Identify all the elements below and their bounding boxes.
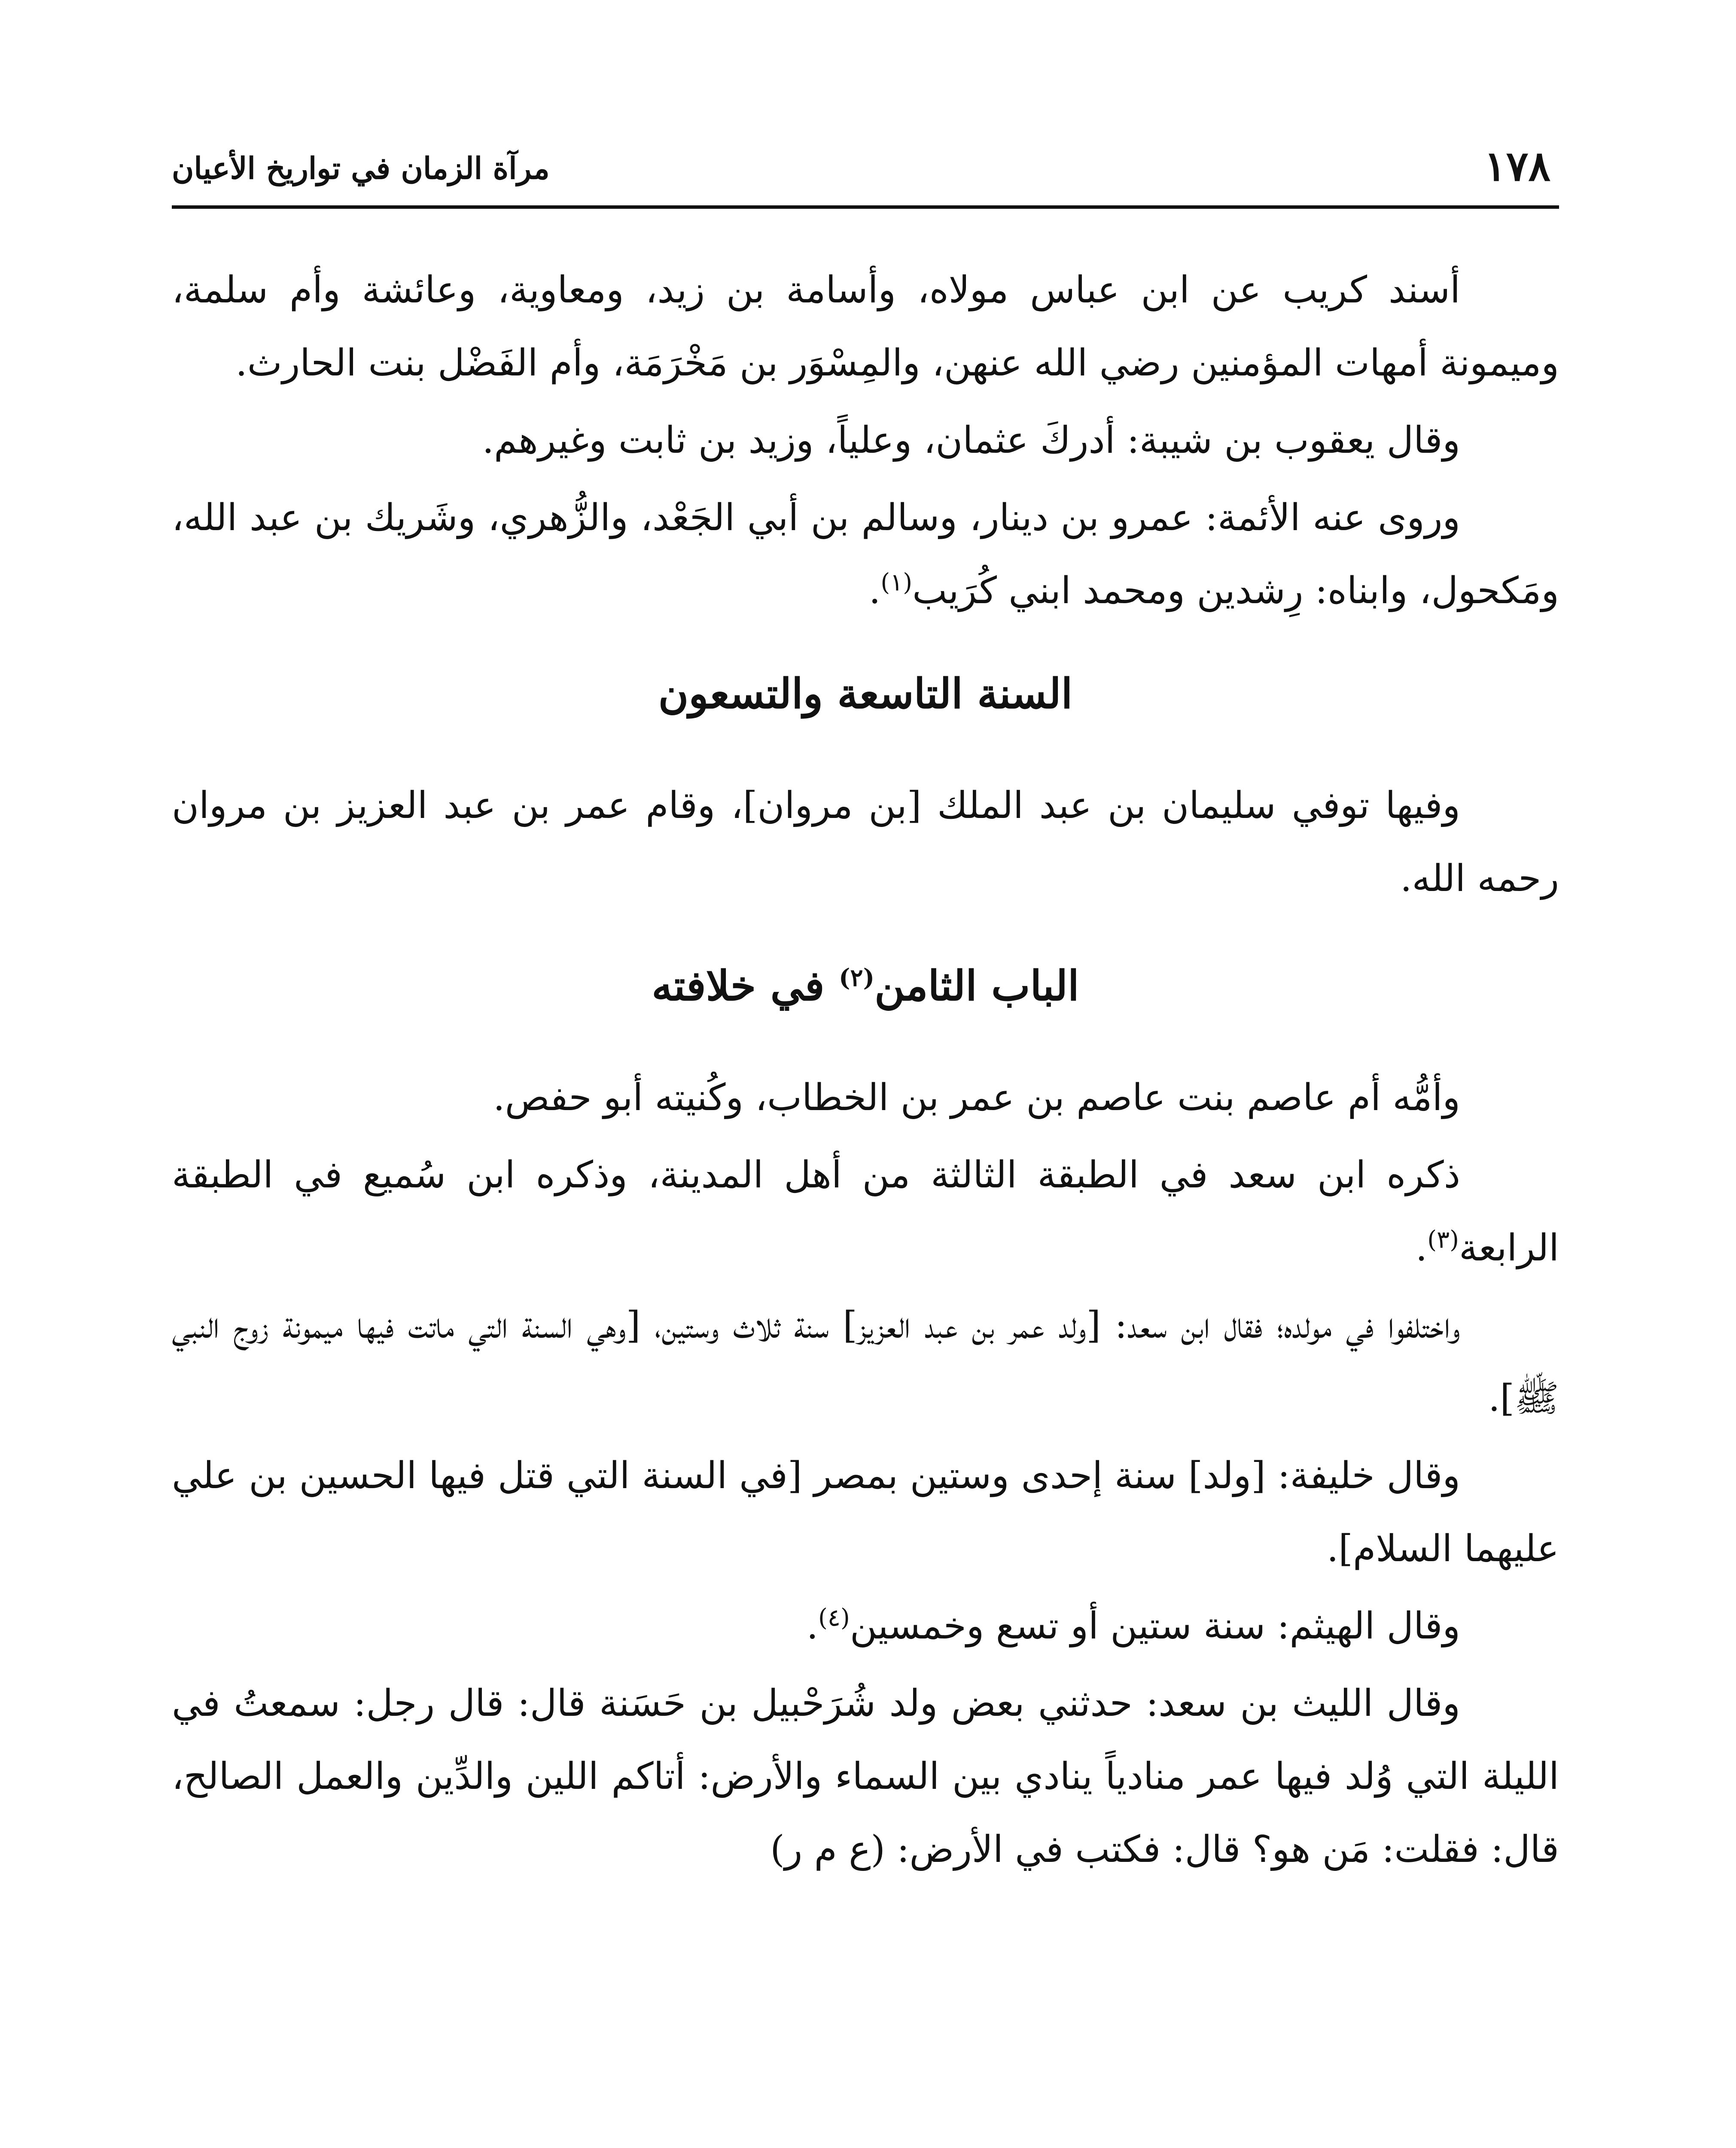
paragraph: ذكره ابن سعد في الطبقة الثالثة من أهل المدينة، وذكره ابن سُميع في الطبقة الرابعة$^{(٣)}$.: [172, 1153, 1559, 1269]
paragraph: وقال الليث بن سعد: حدثني بعض ولد شُرَحْبيل بن حَسَنة قال: قال رجل: سمعتُ في الليلة التي وُلد فيها عمر منادياً ينادي بين السماء والأرض: أتاكم اللين والدِّين والعمل الصالح، قال: فقلت: مَن هو؟ قال: فكتب في الأرض: (ع م ر): [172, 1682, 1559, 1871]
footnote-ref: (٤): [818, 1604, 850, 1632]
paragraph: واختلفوا في مولده؛ فقال ابن سعد: [ولد عمر بن عبد العزيز] سنة ثلاث وستين، [وهي السنة التي ماتت فيها ميمونة زوج النبي ﷺ].: [172, 1304, 1559, 1420]
footnote-ref: (٢): [839, 964, 875, 992]
paragraph: أسند كريب عن ابن عباس مولاه، وأسامة بن زيد، ومعاوية، وعائشة وأم سلمة، وميمونة أمهات المؤمنين رضي الله عنهن، والمِسْوَر بن مَخْرَمَة، وأم الفَضْل بنت الحارث.: [172, 268, 1559, 384]
footnote-ref: (٣): [1427, 1226, 1459, 1254]
section-heading: السنة التاسعة والتسعون: [658, 669, 1073, 718]
paragraph: وأمُّه أم عاصم بنت عاصم بن عمر بن الخطاب، وكُنيته أبو حفص.: [493, 1076, 1460, 1119]
paragraph: وقال الهيثم: سنة ستين أو تسع وخمسين$^{(٤)}$.: [806, 1604, 1460, 1648]
paragraph: وقال يعقوب بن شيبة: أدركَ عثمان، وعلياً، وزيد بن ثابت وغيرهم.: [482, 419, 1460, 462]
chapter-heading: الباب الثامن$^{(٢)}$ في خلافته: [652, 961, 1079, 1010]
running-title: مرآة الزمان في تواريخ الأعيان: [172, 150, 550, 186]
paragraph: وقال خليفة: [ولد] سنة إحدى وستين بمصر [في السنة التي قتل فيها الحسين بن علي عليهما السلام].: [172, 1454, 1559, 1570]
paragraph: وفيها توفي سليمان بن عبد الملك [بن مروان]، وقام عمر بن عبد العزيز بن مروان رحمه الله.: [172, 784, 1559, 900]
paragraph: وروى عنه الأئمة: عمرو بن دينار، وسالم بن أبي الجَعْد، والزُّهري، وشَريك بن عبد الله، ومَكحول، وابناه: رِشدين ومحمد ابني كُرَيب$^{(١)}$.: [172, 496, 1559, 612]
main-text: [172, 253, 1559, 1890]
page-header: [172, 133, 1559, 206]
footnote-ref: (١): [880, 568, 913, 597]
header-rule: [172, 205, 1559, 209]
page-number: ١٧٨: [1484, 142, 1550, 190]
